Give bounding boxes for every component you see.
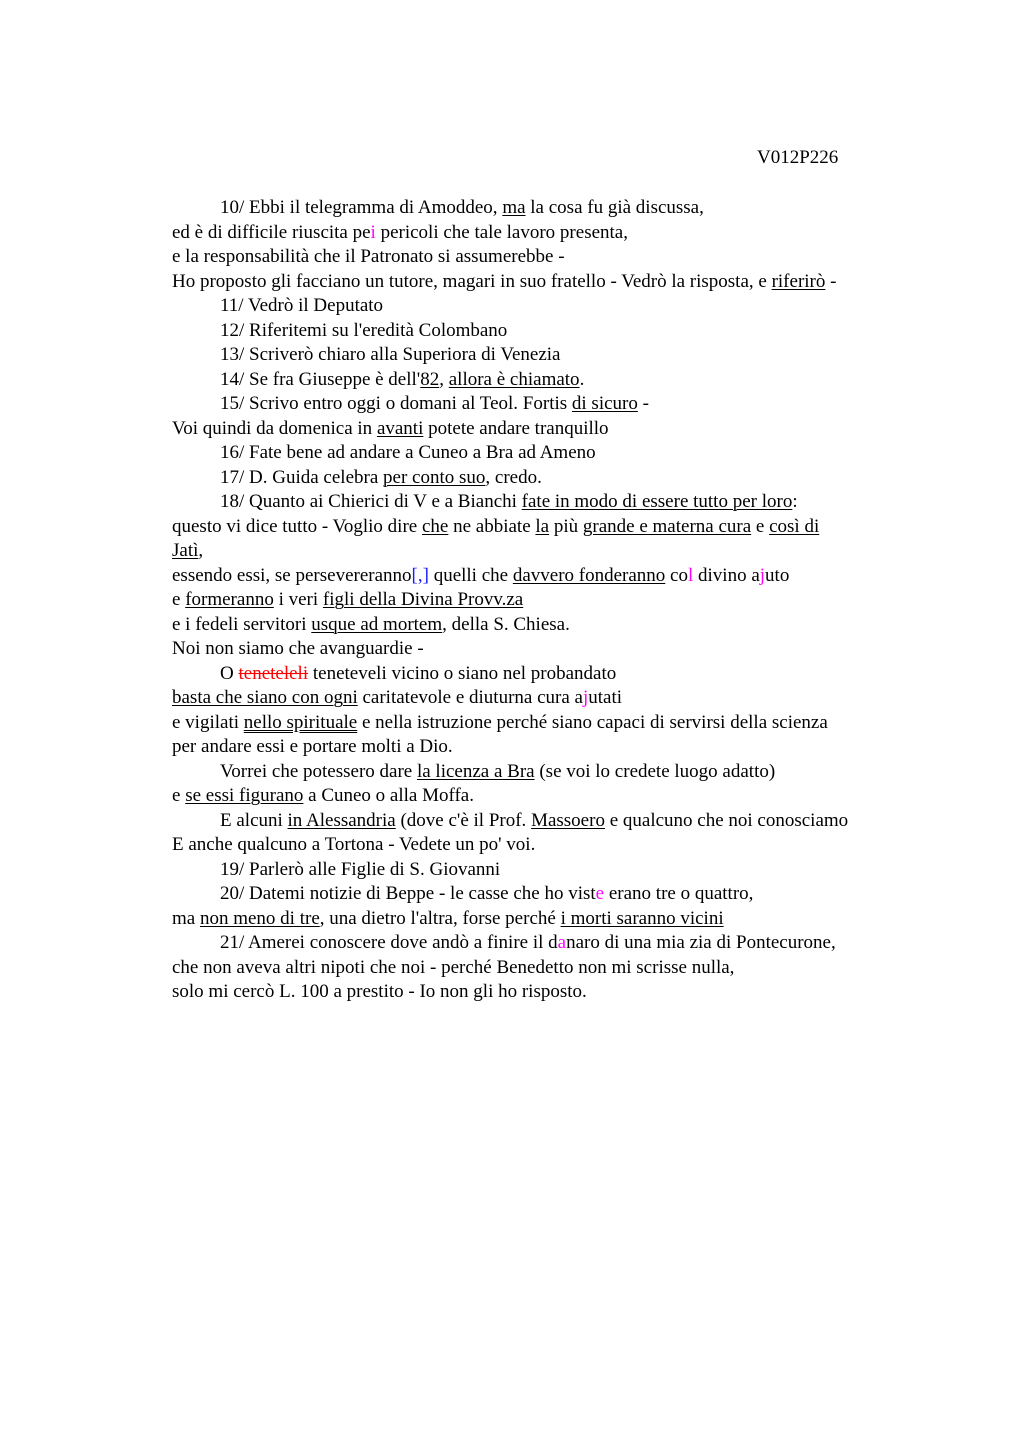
- text-line: [172, 441, 972, 466]
- magenta-correction: j: [582, 687, 589, 708]
- double-underlined-text: nello spirituale: [243, 711, 358, 733]
- text-segment: 18/ Quanto ai Chierici di V e a Bianchi: [220, 491, 522, 512]
- text-segment: E anche qualcuno a Tortona - Vedete un po' voi.: [172, 834, 536, 855]
- letter-body: [172, 196, 972, 1005]
- magenta-correction: a: [557, 932, 567, 953]
- text-line: [172, 735, 972, 760]
- text-segment: 13/ Scriverò chiaro alla Superiora di Venezia: [220, 344, 561, 365]
- text-line: [172, 466, 972, 491]
- page-identifier: V012P226: [757, 147, 839, 168]
- underlined-text: formeranno: [185, 589, 274, 610]
- text-segment: Vorrei che potessero dare: [220, 760, 417, 782]
- text-segment: 17/ D. Guida celebra: [220, 466, 384, 488]
- text-segment: , della S. Chiesa.: [442, 613, 570, 635]
- text-segment: E alcuni: [220, 809, 288, 831]
- text-segment: ed è di difficile riuscita pe: [172, 221, 371, 243]
- text-line: [172, 245, 972, 270]
- text-segment: co: [665, 564, 688, 586]
- text-segment: pericoli che tale lavoro presenta,: [375, 221, 628, 243]
- text-line: [172, 417, 972, 442]
- text-line: [172, 956, 972, 981]
- underlined-text: figli della Divina Provv.za: [322, 589, 524, 610]
- underlined-text: 82: [420, 368, 440, 390]
- text-segment: per andare essi e portare molti a Dio.: [172, 736, 453, 757]
- text-segment: 16/ Fate bene ad andare a Cuneo a Bra ad Ameno: [220, 442, 596, 463]
- text-segment: e: [751, 515, 770, 537]
- underlined-text: la: [535, 515, 550, 537]
- text-segment: :: [792, 491, 798, 512]
- magenta-correction: e: [595, 883, 605, 904]
- text-segment: Voi quindi da domenica in: [172, 417, 377, 439]
- text-line: [172, 858, 972, 883]
- text-segment: 12/ Riferitemi su l'eredità Colombano: [220, 319, 508, 341]
- underlined-text: che: [421, 515, 449, 537]
- text-line: [172, 662, 972, 687]
- text-segment: (dove c'è il Prof.: [395, 809, 532, 831]
- text-segment: 10/ Ebbi il telegramma di Amoddeo,: [220, 197, 503, 218]
- underlined-text: davvero fonderanno: [512, 564, 666, 586]
- text-segment: e vigilati: [172, 711, 244, 733]
- text-segment: e: [172, 589, 186, 610]
- text-segment: e i fedeli servitori: [172, 613, 312, 635]
- text-segment: naro di una mia zia di Pontecurone,: [566, 932, 836, 953]
- text-segment: a Cuneo o alla Moffa.: [303, 785, 474, 806]
- underlined-text: grande e materna cura: [582, 515, 752, 537]
- text-line: [172, 588, 972, 613]
- text-line: [172, 368, 972, 393]
- text-segment: ,: [198, 540, 204, 561]
- underlined-text: basta che siano con ogni: [172, 687, 358, 708]
- text-segment: più: [549, 515, 583, 537]
- text-segment: che non aveva altri nipoti che noi - perché Benedetto non mi scrisse nulla,: [172, 956, 735, 978]
- underlined-text: così di: [769, 515, 820, 537]
- text-segment: essendo essi, se persevereranno: [172, 564, 412, 586]
- text-segment: uto: [765, 564, 790, 586]
- text-line: [172, 931, 972, 956]
- text-segment: -: [825, 270, 837, 292]
- underlined-text: Jatì: [172, 540, 199, 561]
- text-line: [172, 711, 972, 736]
- underlined-text: fate in modo di essere tutto per loro: [521, 491, 793, 512]
- underlined-text: se essi figurano: [185, 785, 304, 806]
- text-segment: teneteveli vicino o siano nel probandato: [308, 662, 617, 684]
- underlined-text: allora è chiamato: [448, 368, 580, 390]
- text-line: [172, 490, 972, 515]
- text-segment: 20/ Datemi notizie di Beppe - le casse che ho vist: [220, 883, 596, 904]
- underlined-text: Massoero: [531, 809, 605, 831]
- text-segment: Noi non siamo che avanguardie -: [172, 638, 424, 659]
- text-segment: solo mi cercò L. 100 a prestito - Io non gli ho risposto.: [172, 981, 587, 1002]
- underlined-text: usque ad mortem: [311, 613, 443, 635]
- text-segment: utati: [588, 687, 623, 708]
- text-segment: potete andare tranquillo: [423, 417, 609, 439]
- text-segment: quelli che: [428, 564, 513, 586]
- underlined-text: avanti: [376, 417, 424, 439]
- text-segment: e: [172, 785, 186, 806]
- text-line: [172, 539, 972, 564]
- underlined-text: per conto suo: [383, 466, 486, 488]
- text-segment: questo vi dice tutto - Voglio dire: [172, 515, 422, 537]
- text-line: [172, 686, 972, 711]
- text-line: [172, 564, 972, 589]
- text-line: [172, 760, 972, 785]
- text-line: [172, 882, 972, 907]
- text-line: [172, 980, 972, 1005]
- text-segment: ,: [439, 368, 449, 390]
- magenta-correction: j: [759, 564, 766, 586]
- text-line: [172, 833, 972, 858]
- text-segment: e qualcuno che noi conosciamo: [604, 809, 849, 831]
- text-segment: erano tre o quattro,: [604, 883, 754, 904]
- underlined-text: riferirò: [771, 270, 826, 292]
- text-segment: ne abbiate: [448, 515, 536, 537]
- text-segment: la cosa fu già discussa,: [525, 197, 704, 218]
- text-line: [172, 809, 972, 834]
- text-segment: (se voi lo credete luogo adatto): [534, 760, 776, 782]
- underlined-text: ma: [502, 197, 526, 218]
- text-segment: e nella istruzione perché siano capaci di servirsi della scienza: [357, 711, 828, 733]
- text-segment: i veri: [273, 589, 323, 610]
- text-line: [172, 343, 972, 368]
- text-line: [172, 784, 972, 809]
- text-segment: O: [220, 662, 239, 684]
- text-segment: divino a: [693, 564, 760, 586]
- text-line: [172, 637, 972, 662]
- text-segment: Ho proposto gli facciano un tutore, magari in suo fratello - Vedrò la risposta, e: [172, 270, 772, 292]
- text-segment: caritatevole e diuturna cura a: [357, 687, 583, 708]
- struck-through-text: teneteleli: [238, 662, 309, 684]
- text-segment: -: [637, 393, 649, 414]
- underlined-text: in Alessandria: [287, 809, 396, 831]
- text-segment: , una dietro l'altra, forse perché: [319, 907, 561, 929]
- underlined-text: la licenza a Bra: [416, 760, 535, 782]
- underlined-text: non meno di tre: [199, 907, 320, 929]
- text-segment: 15/ Scrivo entro oggi o domani al Teol. Fortis: [220, 393, 572, 414]
- text-line: [172, 294, 972, 319]
- text-line: [172, 319, 972, 344]
- text-line: [172, 221, 972, 246]
- text-line: [172, 392, 972, 417]
- magenta-correction: l: [687, 564, 694, 586]
- text-line: [172, 907, 972, 932]
- text-segment: , credo.: [485, 466, 542, 488]
- magenta-correction: i: [370, 221, 376, 243]
- blue-insertion: [,]: [411, 564, 429, 586]
- text-segment: e la responsabilità che il Patronato si assumerebbe -: [172, 246, 565, 267]
- underlined-text: di sicuro: [571, 393, 638, 414]
- text-segment: 11/ Vedrò il Deputato: [220, 295, 384, 316]
- text-line: [172, 270, 972, 295]
- text-line: [172, 613, 972, 638]
- text-line: [172, 515, 972, 540]
- text-segment: 21/ Amerei conoscere dove andò a finire il d: [220, 932, 558, 953]
- text-segment: ma: [172, 907, 200, 929]
- text-line: [172, 196, 972, 221]
- underlined-text: i morti saranno vicini: [560, 907, 724, 929]
- text-segment: 14/ Se fra Giuseppe è dell': [220, 368, 421, 390]
- text-segment: .: [579, 368, 585, 390]
- text-segment: 19/ Parlerò alle Figlie di S. Giovanni: [220, 858, 501, 880]
